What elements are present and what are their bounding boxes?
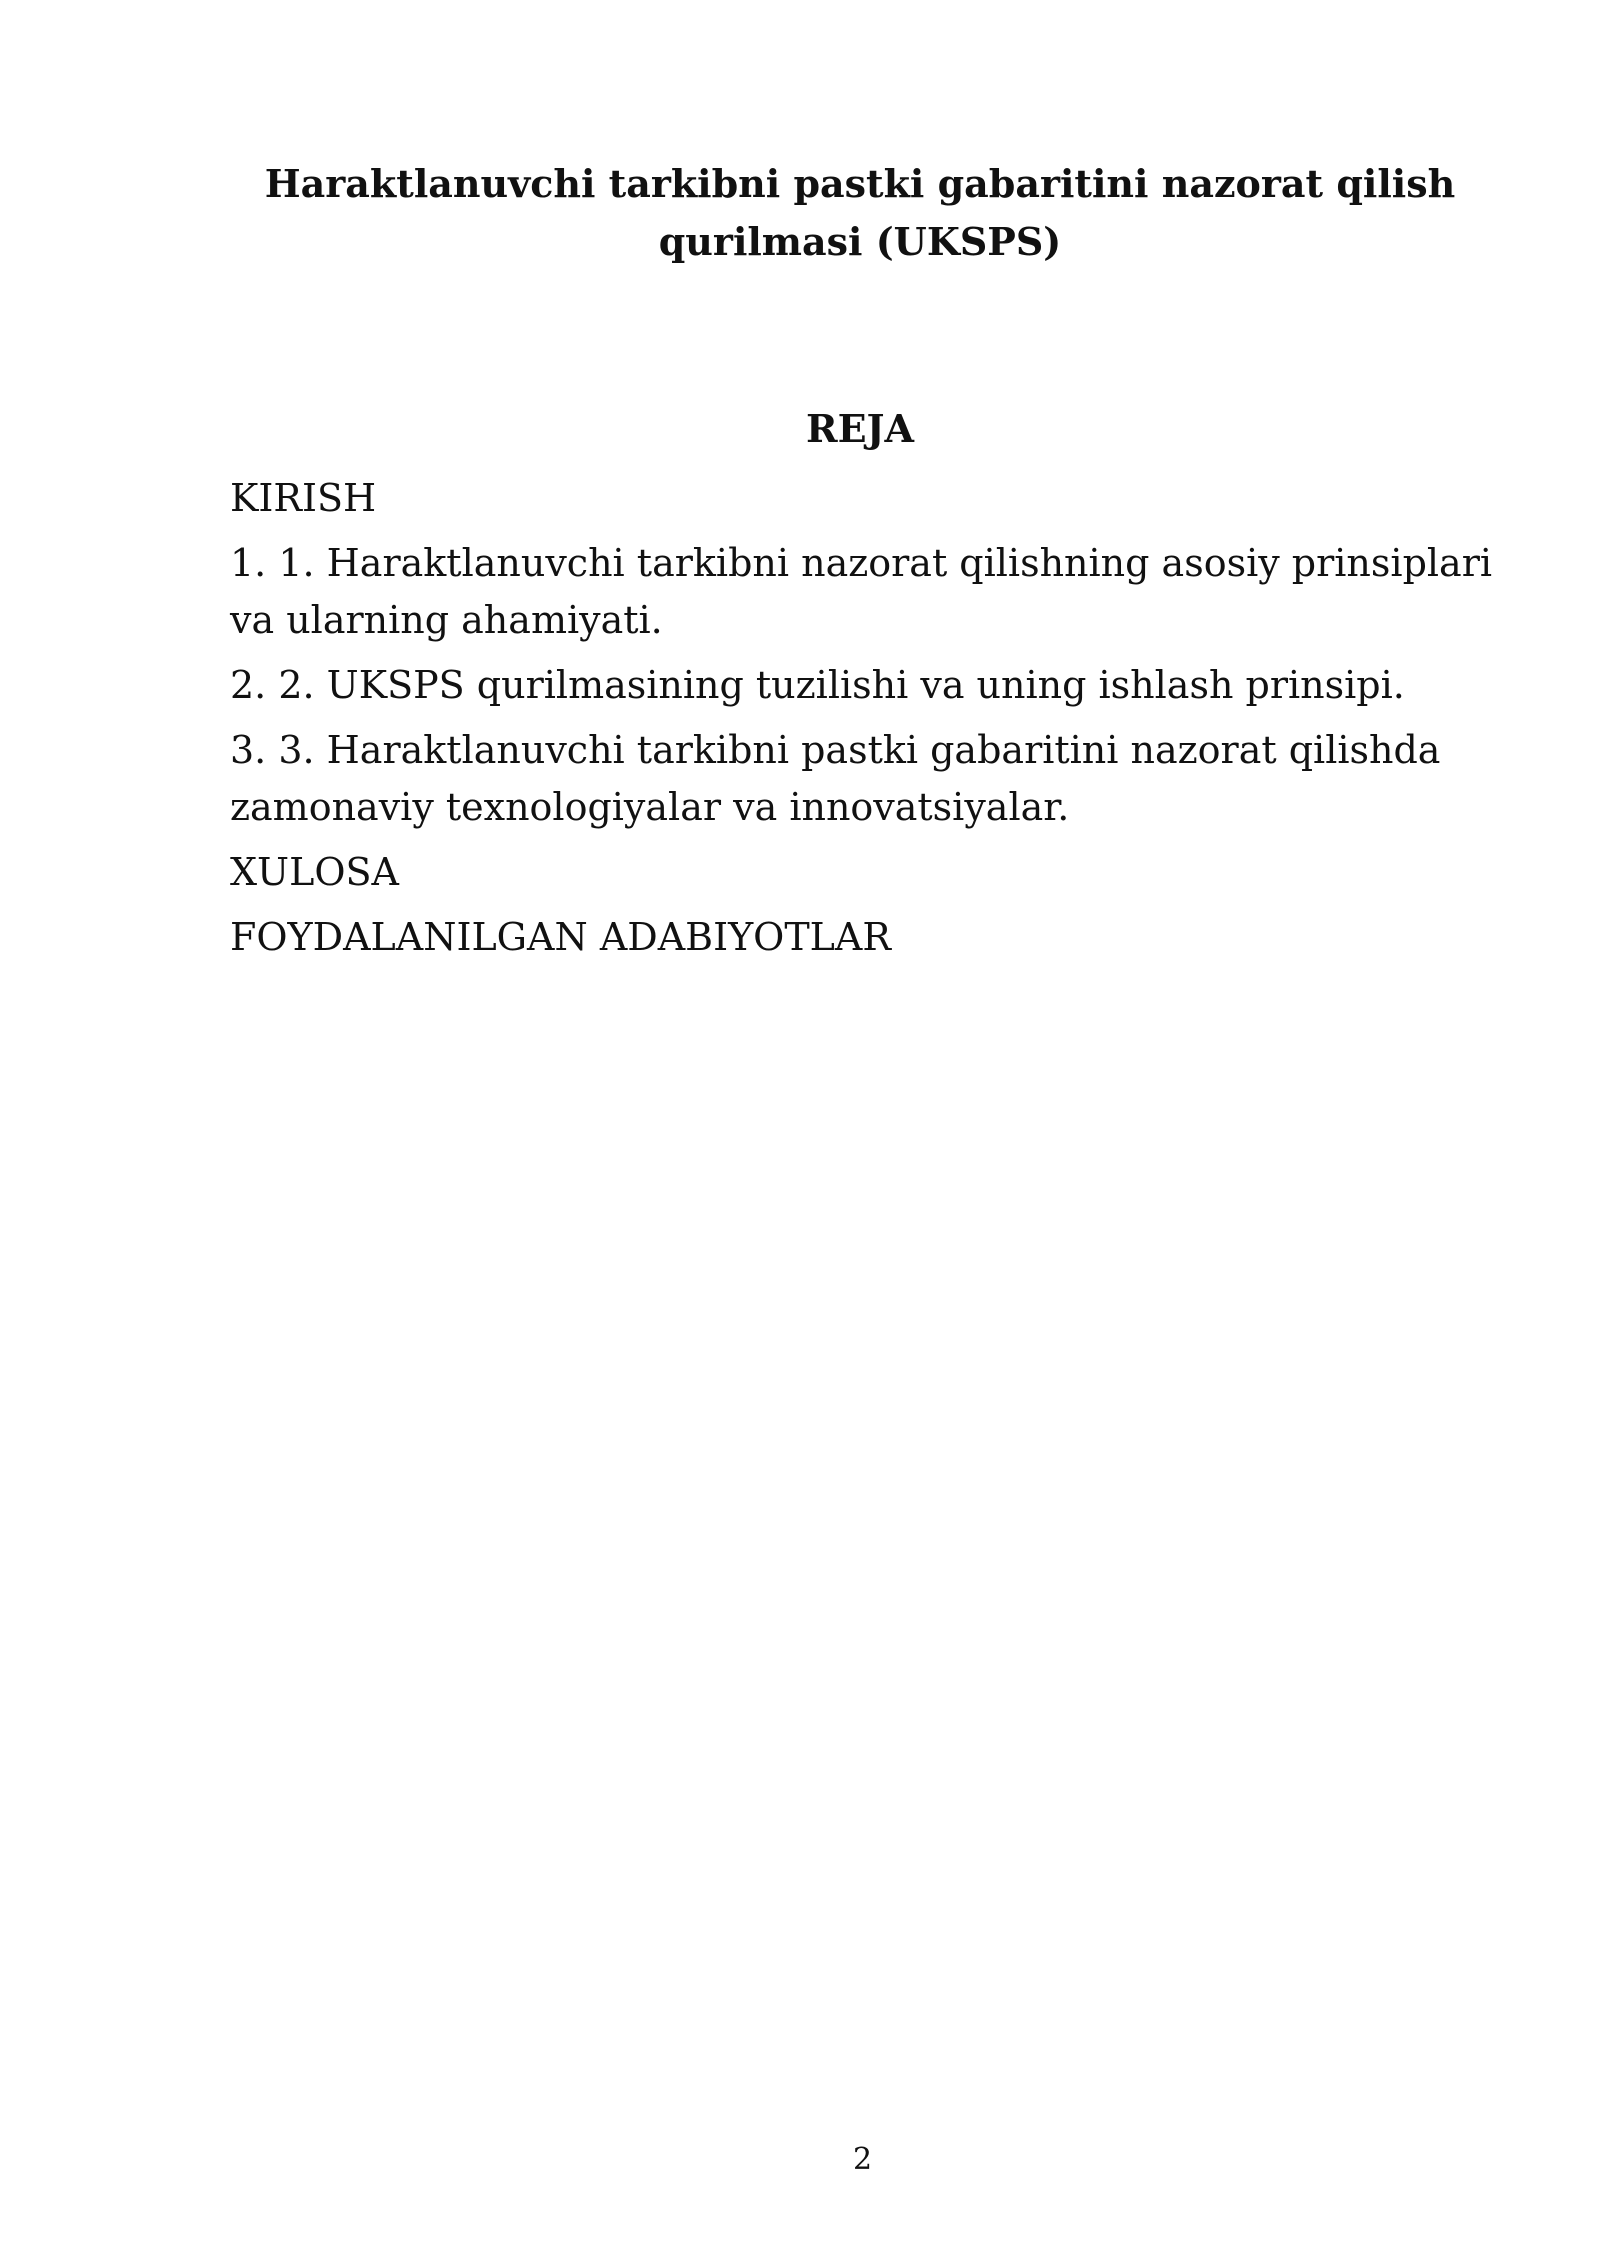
plan-heading: REJA (805, 406, 914, 451)
plan-item-3: 3. 3. Haraktlanuvchi tarkibni pastki gabaritini nazorat qilishda zamonaviy texnologiyalar va innovatsiyalar. (230, 728, 1441, 829)
plan-item-1: 1. 1. Haraktlanuvchi tarkibni nazorat qilishning asosiy prinsiplari va ularning ahamiyati. (230, 541, 1493, 642)
page-number: 2 (852, 2142, 873, 2177)
document-title: Haraktlanuvchi tarkibni pastki gabaritini nazorat qilish qurilmasi (UKSPS) (264, 161, 1456, 264)
plan-item-conclusion: XULOSA (230, 850, 399, 894)
plan-item-introduction: KIRISH (230, 476, 377, 520)
plan-item-references: FOYDALANILGAN ADABIYOTLAR (230, 915, 891, 959)
plan-list (230, 470, 1510, 974)
plan-item-2: 2. 2. UKSPS qurilmasining tuzilishi va uning ishlash prinsipi. (230, 663, 1405, 707)
